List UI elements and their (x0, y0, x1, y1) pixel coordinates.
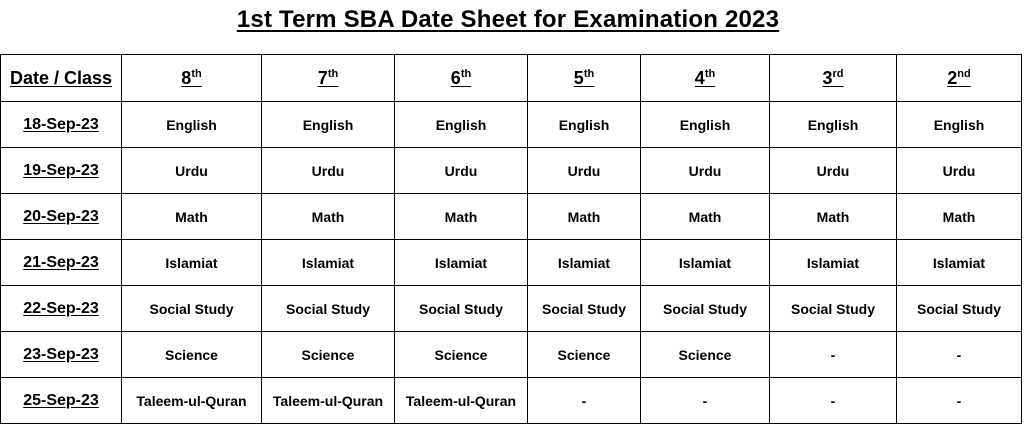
subject-cell: Taleem-ul-Quran (122, 378, 262, 424)
page-title: 1st Term SBA Date Sheet for Examination 2023 (236, 6, 780, 33)
subject-cell: Urdu (897, 148, 1022, 194)
subject-cell: Urdu (770, 148, 897, 194)
subject-cell: Social Study (641, 286, 770, 332)
class-number: 2 (947, 67, 958, 88)
subject-cell: Islamiat (395, 240, 528, 286)
table-row (1, 240, 1022, 286)
subject-cell: Science (262, 332, 395, 378)
table-row (1, 332, 1022, 378)
table-row (1, 378, 1022, 424)
subject-cell: Social Study (122, 286, 262, 332)
date-cell: 19-Sep-23 (1, 148, 122, 194)
subject-cell: Urdu (395, 148, 528, 194)
date-cell: 23-Sep-23 (1, 332, 122, 378)
class-suffix: nd (957, 67, 971, 80)
subject-cell: Math (395, 194, 528, 240)
subject-cell: English (395, 102, 528, 148)
subject-cell: - (528, 378, 641, 424)
class-number: 5 (573, 67, 584, 88)
subject-cell: Social Study (395, 286, 528, 332)
subject-cell: - (897, 332, 1022, 378)
subject-cell: English (770, 102, 897, 148)
subject-cell: Math (641, 194, 770, 240)
subject-cell: Taleem-ul-Quran (262, 378, 395, 424)
class-suffix: th (327, 67, 339, 80)
header-class-7 (262, 55, 395, 102)
header-class-3 (770, 55, 897, 102)
subject-cell: Taleem-ul-Quran (395, 378, 528, 424)
class-suffix: th (583, 67, 595, 80)
table-row (1, 286, 1022, 332)
class-number: 8 (181, 67, 192, 88)
subject-cell: Islamiat (122, 240, 262, 286)
header-class-2 (897, 55, 1022, 102)
subject-cell: Science (395, 332, 528, 378)
class-suffix: th (191, 67, 202, 80)
subject-cell: - (897, 378, 1022, 424)
date-cell: 21-Sep-23 (1, 240, 122, 286)
subject-cell: Math (897, 194, 1022, 240)
subject-cell: English (641, 102, 770, 148)
subject-cell: Math (122, 194, 262, 240)
subject-cell: English (897, 102, 1022, 148)
subject-cell: Islamiat (262, 240, 395, 286)
subject-cell: Math (262, 194, 395, 240)
table-row (1, 194, 1022, 240)
subject-cell: Science (528, 332, 641, 378)
subject-cell: Urdu (528, 148, 641, 194)
subject-cell: - (641, 378, 770, 424)
subject-cell: Social Study (528, 286, 641, 332)
subject-cell: Social Study (770, 286, 897, 332)
subject-cell: Social Study (897, 286, 1022, 332)
table-header-row (1, 55, 1022, 102)
subject-cell: Math (770, 194, 897, 240)
header-class-4 (641, 55, 770, 102)
subject-cell: Islamiat (528, 240, 641, 286)
subject-cell: - (770, 378, 897, 424)
subject-cell: Islamiat (770, 240, 897, 286)
class-number: 4 (694, 67, 705, 88)
class-suffix: rd (832, 67, 844, 80)
subject-cell: Islamiat (641, 240, 770, 286)
class-suffix: th (704, 67, 716, 80)
date-cell: 22-Sep-23 (1, 286, 122, 332)
table-row (1, 148, 1022, 194)
date-cell: 18-Sep-23 (1, 102, 122, 148)
subject-cell: Urdu (262, 148, 395, 194)
subject-cell: Math (528, 194, 641, 240)
header-class-5 (528, 55, 641, 102)
subject-cell: Science (122, 332, 262, 378)
class-number: 3 (822, 67, 833, 88)
date-cell: 25-Sep-23 (1, 378, 122, 424)
subject-cell: English (528, 102, 641, 148)
class-suffix: th (460, 67, 472, 80)
subject-cell: Science (641, 332, 770, 378)
class-number: 7 (317, 67, 328, 88)
subject-cell: English (122, 102, 262, 148)
header-class-8 (122, 55, 262, 102)
class-number: 6 (450, 67, 461, 88)
date-sheet-table (0, 54, 1022, 424)
subject-cell: English (262, 102, 395, 148)
header-class-6 (395, 55, 528, 102)
date-cell: 20-Sep-23 (1, 194, 122, 240)
subject-cell: Urdu (122, 148, 262, 194)
header-date-class: Date / Class (1, 55, 122, 102)
table-row (1, 102, 1022, 148)
subject-cell: Social Study (262, 286, 395, 332)
subject-cell: Urdu (641, 148, 770, 194)
subject-cell: Islamiat (897, 240, 1022, 286)
subject-cell: - (770, 332, 897, 378)
